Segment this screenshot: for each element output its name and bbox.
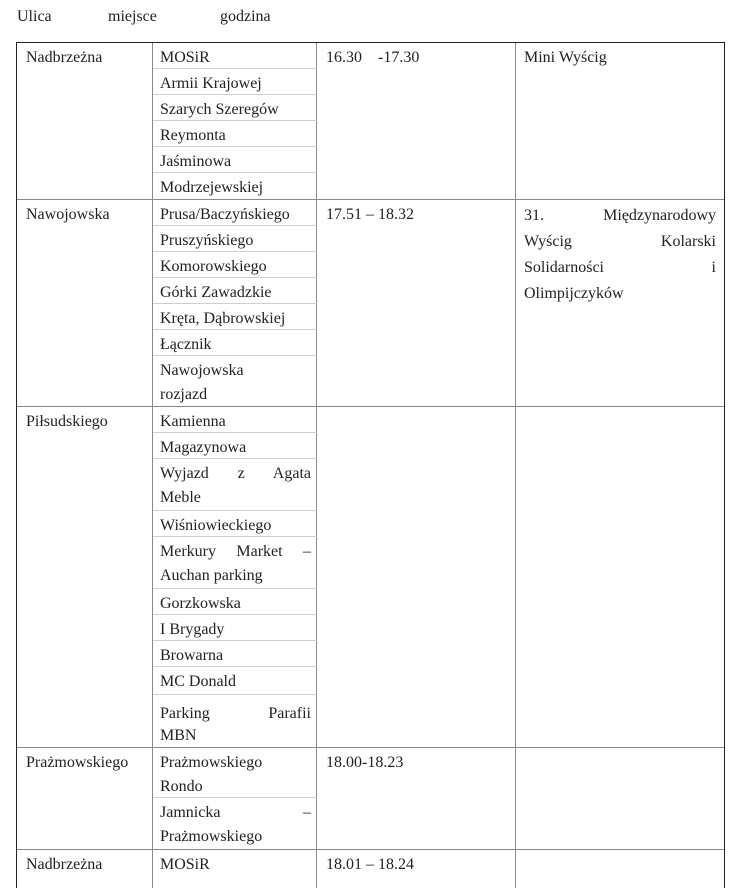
- table-row: [17, 850, 724, 888]
- places-cell: [153, 407, 317, 747]
- place-item: Parking Parafii MBN: [160, 705, 311, 744]
- place-item: Prażmowskiego Rondo: [153, 748, 317, 798]
- place-item: Prusa/Baczyńskiego: [153, 200, 317, 226]
- event-cell: [516, 748, 724, 849]
- column-headers: [17, 8, 737, 30]
- place-item: Magazynowa: [153, 433, 317, 459]
- place-item: Browarna: [153, 641, 317, 667]
- place-item: Merkury Market – Auchan parking: [153, 537, 317, 589]
- place-item: Nawojowska rozjazd: [160, 362, 244, 403]
- place-item: MC Donald: [153, 667, 317, 695]
- street-cell: Nadbrzeżna: [17, 43, 153, 199]
- event-cell: [516, 407, 724, 747]
- place-item: Armii Krajowej: [153, 69, 317, 95]
- place-item: Gorzkowska: [153, 589, 317, 615]
- event-cell: [516, 850, 724, 888]
- place-item: Reymonta: [153, 121, 317, 147]
- place-item: Kręta, Dąbrowskiej: [153, 304, 317, 330]
- places-cell: [153, 43, 317, 199]
- street-cell: Prażmowskiego: [17, 748, 153, 849]
- event-cell: [516, 200, 724, 406]
- place-item: Jamnicka – Prażmowskiego: [160, 804, 311, 845]
- event-line: Solidarności i: [524, 259, 716, 276]
- place-item: Jaśminowa: [153, 147, 317, 173]
- table-row: [17, 43, 724, 200]
- place-item: Łącznik: [153, 330, 317, 356]
- event-cell: Mini Wyścig: [524, 49, 607, 66]
- places-cell: [153, 200, 317, 406]
- time-cell: 17.51 – 18.32: [317, 200, 516, 406]
- event-line: 31. Międzynarodowy: [524, 207, 716, 224]
- place-item: MOSiR: [153, 43, 317, 69]
- table-row: [17, 200, 724, 407]
- place-item: Górki Zawadzkie: [153, 278, 317, 304]
- table-row: [17, 407, 724, 748]
- place-item: Pruszyńskiego: [153, 226, 317, 252]
- time-cell: 18.01 – 18.24: [317, 850, 516, 888]
- place-item: Wiśniowieckiego: [153, 511, 317, 537]
- table-row: [17, 748, 724, 850]
- street-cell: Piłsudskiego: [17, 407, 153, 747]
- event-line: Wyścig Kolarski: [524, 233, 716, 250]
- header-ulica: Ulica: [17, 8, 52, 25]
- schedule-table: [16, 42, 725, 888]
- places-cell: [153, 850, 317, 888]
- place-item: Modrzejewskiej: [160, 179, 264, 196]
- place-item: I Brygady: [153, 615, 317, 641]
- street-cell: Nawojowska: [17, 200, 153, 406]
- place-item: Kamienna: [153, 407, 317, 433]
- time-cell: 18.00-18.23: [317, 748, 516, 849]
- time-cell: [317, 407, 516, 747]
- street-cell: Nadbrzeżna: [17, 850, 153, 888]
- header-miejsce: miejsce: [108, 8, 157, 25]
- place-item: Komorowskiego: [153, 252, 317, 278]
- places-cell: [153, 748, 317, 849]
- header-godzina: godzina: [220, 8, 271, 25]
- event-line: Olimpijczyków: [524, 285, 624, 302]
- place-item: Wyjazd z Agata Meble: [153, 459, 317, 511]
- place-item: Szarych Szeregów: [153, 95, 317, 121]
- place-item: MOSiR: [160, 856, 210, 873]
- time-cell: 16.30 -17.30: [317, 43, 516, 199]
